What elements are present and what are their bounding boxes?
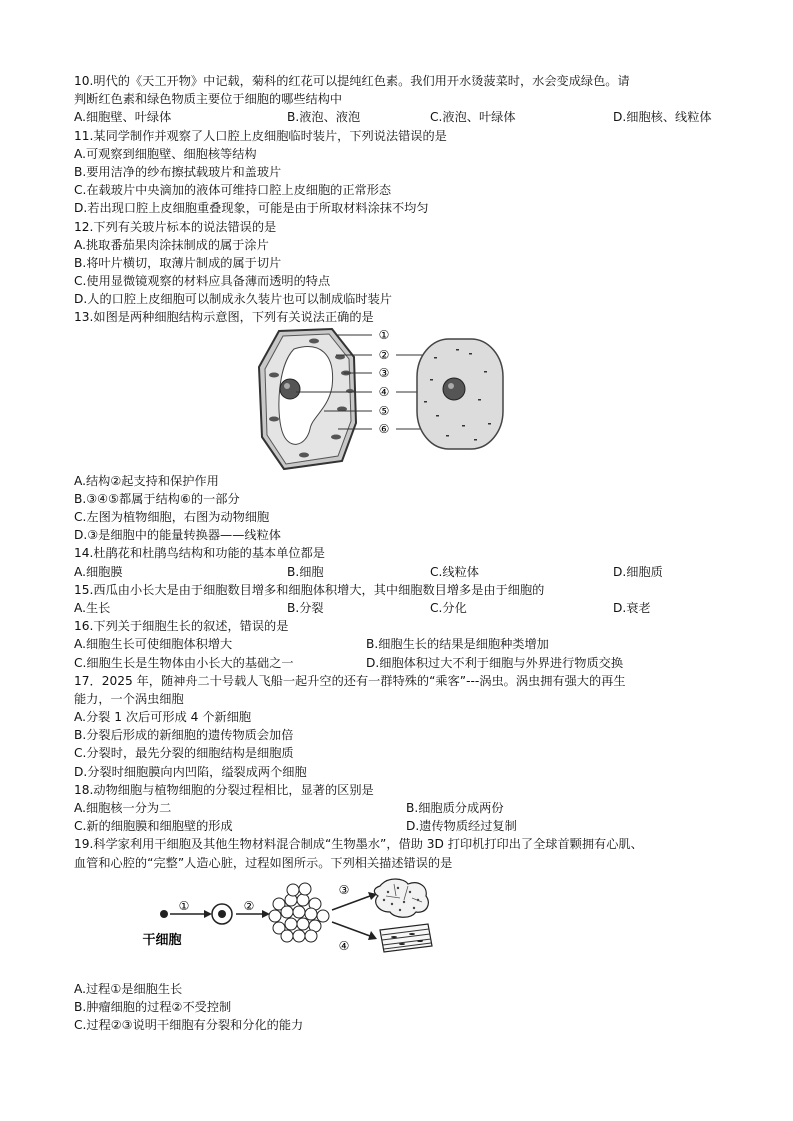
option-c: C.在载玻片中央滴加的液体可维持口腔上皮细胞的正常形态 <box>74 183 392 198</box>
option-a: A.可观察到细胞壁、细胞核等结构 <box>74 146 257 161</box>
stem-cell-process-figure <box>74 872 734 980</box>
q10-options <box>74 108 734 126</box>
muscle-tissue-icon <box>380 924 432 952</box>
option-b: B.细胞 <box>287 564 324 579</box>
q18-options-ab <box>74 799 734 817</box>
option-b: B.分裂后形成的新细胞的遗传物质会加倍 <box>74 728 294 743</box>
process-3-label: ③ <box>338 882 350 897</box>
label-2: ② <box>378 347 390 362</box>
worksheet-page <box>74 72 734 1034</box>
option-d: D.细胞核、线粒体 <box>613 110 712 125</box>
option-b: B.要用洁净的纱布擦拭载玻片和盖玻片 <box>74 164 282 179</box>
process-1-label: ① <box>178 898 190 913</box>
cell-cluster <box>269 883 329 942</box>
label-6: ⑥ <box>378 421 390 436</box>
q10-stem-cont: 判断红色素和绿色物质主要位于细胞的哪些结构中 <box>74 92 343 107</box>
option-a: A.结构②起支持和保护作用 <box>74 473 219 488</box>
option-d: D.遗传物质经过复制 <box>406 819 517 834</box>
label-5: ⑤ <box>378 403 390 418</box>
q13-stem: 13.如图是两种细胞结构示意图，下列有关说法正确的是 <box>74 310 374 325</box>
q19-stem-cont: 血管和心腔的“完整”人造心脏，过程如图所示。下列相关描述错误的是 <box>74 855 453 870</box>
option-c: C.左图为植物细胞，右图为动物细胞 <box>74 510 270 524</box>
animal-cell-diagram <box>417 339 503 449</box>
option-a: A.细胞核一分为二 <box>74 801 172 815</box>
option-b: B.细胞生长的结果是细胞种类增加 <box>366 637 549 652</box>
option-b: B.③④⑤都属于结构⑥的一部分 <box>74 491 240 506</box>
q16-options-ab <box>74 635 734 653</box>
label-3: ③ <box>378 365 390 380</box>
q18-stem: 18.动物细胞与植物细胞的分裂过程相比，显著的区别是 <box>74 782 374 797</box>
q14-stem: 14.杜鹃花和杜鹃鸟结构和功能的基本单位都是 <box>74 546 325 561</box>
option-b: B.分裂 <box>287 600 324 615</box>
option-b: B.细胞质分成两份 <box>406 801 504 815</box>
option-c: C.细胞生长是生物体由小长大的基础之一 <box>74 655 294 670</box>
option-d: D.细胞质 <box>613 564 663 579</box>
option-c: C.使用显微镜观察的材料应具备薄而透明的特点 <box>74 274 331 289</box>
option-a: A.细胞生长可使细胞体积增大 <box>74 637 233 652</box>
option-c: C.液泡、叶绿体 <box>430 110 516 125</box>
q12-stem: 12.下列有关玻片标本的说法错误的是 <box>74 219 277 234</box>
q15-stem: 15.西瓜由小长大是由于细胞数目增多和细胞体积增大，其中细胞数目增多是由于细胞的 <box>74 582 545 597</box>
option-c: C.过程②③说明干细胞有分裂和分化的能力 <box>74 1018 304 1033</box>
option-a: A.细胞膜 <box>74 564 123 579</box>
option-a: A.分裂 1 次后可形成 4 个新细胞 <box>74 710 252 725</box>
q18-options-cd <box>74 817 734 835</box>
q17-stem: 17．2025 年，随神舟二十号载人飞船一起升空的还有一群特殊的“乘客”---涡虫。涡虫拥有强大的再生 <box>74 673 626 688</box>
option-b: B.将叶片横切，取薄片制成的属于切片 <box>74 255 282 270</box>
q16-options-cd <box>74 654 734 672</box>
option-d: D.人的口腔上皮细胞可以制成永久装片也可以制成临时装片 <box>74 292 392 307</box>
q11-stem: 11.某同学制作并观察了人口腔上皮细胞临时装片，下列说法错误的是 <box>74 128 447 143</box>
option-d: D.分裂时细胞膜向内凹陷，缢裂成两个细胞 <box>74 764 307 779</box>
option-a: A.细胞壁、叶绿体 <box>74 110 172 125</box>
option-c: C.分化 <box>430 600 467 615</box>
tissue-cluster-icon <box>374 879 428 917</box>
label-1: ① <box>378 327 390 342</box>
process-2-label: ② <box>243 898 255 913</box>
q16-stem: 16.下列关于细胞生长的叙述，错误的是 <box>74 619 289 634</box>
option-a: A.生长 <box>74 600 111 615</box>
option-d: D.衰老 <box>613 600 651 615</box>
option-d: D.③是细胞中的能量转换器——线粒体 <box>74 528 281 543</box>
option-a: A.挑取番茄果肉涂抹制成的属于涂片 <box>74 237 269 252</box>
label-4: ④ <box>378 384 390 399</box>
q15-options <box>74 599 734 617</box>
cell-structure-figure <box>74 327 734 472</box>
q14-options <box>74 563 734 581</box>
option-c: C.线粒体 <box>430 564 479 579</box>
process-4-label: ④ <box>338 938 350 953</box>
option-c: C.分裂时，最先分裂的细胞结构是细胞质 <box>74 746 294 761</box>
option-b: B.液泡、液泡 <box>287 110 361 125</box>
q10-stem: 10.明代的《天工开物》中记载，菊科的红花可以提纯红色素。我们用开水烫菠菜时，水会变成绿色。请 <box>74 74 630 88</box>
stem-cell-label: 干细胞 <box>142 932 182 948</box>
q19-stem: 19.科学家利用干细胞及其他生物材料混合制成“生物墨水”，借助 3D 打印机打印出了全球首颗拥有心肌、 <box>74 837 643 852</box>
option-d: D.细胞体积过大不利于细胞与外界进行物质交换 <box>366 655 624 670</box>
option-c: C.新的细胞膜和细胞壁的形成 <box>74 819 233 834</box>
plant-cell-diagram <box>259 329 356 469</box>
option-b: B.肿瘤细胞的过程②不受控制 <box>74 999 232 1014</box>
option-d: D.若出现口腔上皮细胞重叠现象，可能是由于所取材料涂抹不均匀 <box>74 201 429 216</box>
option-a: A.过程①是细胞生长 <box>74 981 183 996</box>
q17-stem-cont: 能力，一个涡虫细胞 <box>74 691 184 706</box>
